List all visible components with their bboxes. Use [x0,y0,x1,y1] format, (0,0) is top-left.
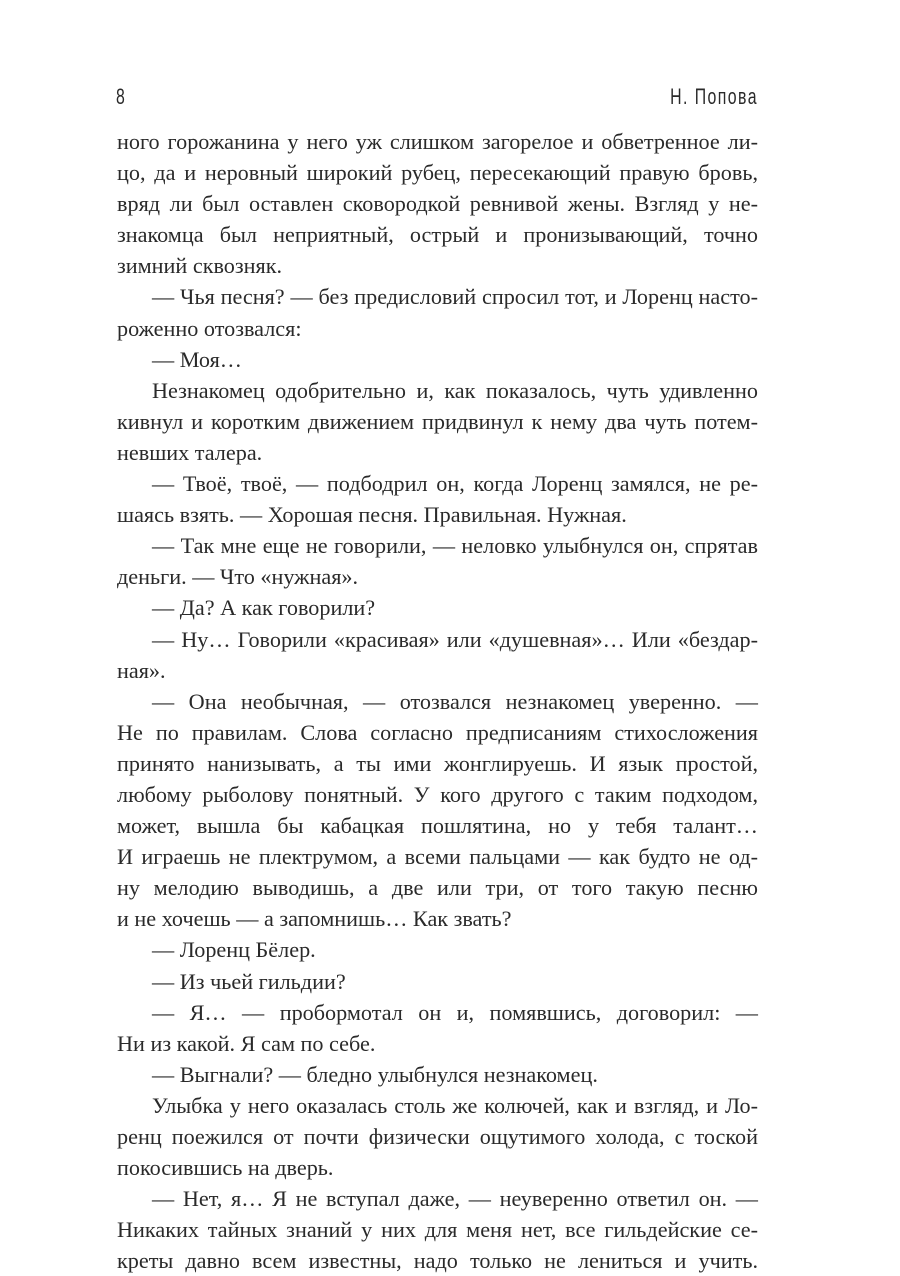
text-line: невших талера. [117,439,263,465]
text-line: может, вышла бы кабацкая пошлятина, но у тебя талант… [117,813,758,839]
text-line: ного горожанина у него уж слишком загорелое и обветренное ли- [117,129,758,154]
text-line: покосившись на дверь. [117,1155,334,1181]
paragraph-first-line: — Она необычная, — отозвался незнакомец уверенно. — [152,688,758,714]
text-line: креты давно всем известны, надо только не лениться и учить. [117,1248,758,1274]
text-line: зимний сквозняк. [117,253,283,279]
text-line: принято нанизывать, а ты ими жонглируешь. И язык простой, [117,750,758,776]
paragraph-first-line: — Выгнали? — бледно улыбнулся незнакомец. [152,1061,598,1087]
text-line: ренц поежился от почти физически ощутимого холода, с тоской [117,1124,758,1149]
text-line: роженно отозвался: [117,315,302,341]
running-head [116,84,758,114]
text-line: деньги. — Что «нужная». [117,564,359,590]
paragraph-first-line: — Моя… [152,346,242,372]
text-line: Ни из какой. Я сам по себе. [117,1030,376,1056]
text-line: ну мелодию выводишь, а две или три, от того такую песню [117,875,758,901]
text-line: Не по правилам. Слова согласно предписаниям стихосложения [117,719,758,745]
text-line: кивнул и коротким движением придвинул к нему два чуть потем- [117,408,758,434]
text-line: знакомца был неприятный, острый и пронизывающий, точно [117,222,758,248]
text-line: вряд ли был оставлен сковородкой ревнивой жены. Взгляд у не- [117,191,758,217]
paragraph-first-line: — Ну… Говорили «красивая» или «душевная»… Или «бездар- [152,626,758,652]
text-line: и не хочешь — а запомнишь… Как звать? [117,906,512,932]
running-head-author: Н. Попова [670,84,758,109]
paragraph-first-line: — Нет, я… Я не вступал даже, — неуверенно ответил он. — [152,1186,758,1212]
paragraph-first-line: Улыбка у него оказалась столь же колючей, как и взгляд, и Ло- [152,1092,758,1118]
paragraph-first-line: — Так мне еще не говорили, — неловко улыбнулся он, спрятав [152,533,758,559]
paragraph-first-line: Незнакомец одобрительно и, как показалось, чуть удивленно [152,377,758,403]
text-line: ная». [117,657,166,683]
page-number: 8 [116,84,125,109]
paragraph-first-line: — Лоренц Бёлер. [152,937,316,963]
text-line: цо, да и неровный широкий рубец, пересекающий правую бровь, [117,160,758,186]
paragraph-first-line: — Из чьей гильдии? [152,968,346,994]
body-text [117,126,758,1276]
text-line: Никаких тайных знаний у них для меня нет, все гильдейские се- [117,1217,758,1243]
text-line: шаясь взять. — Хорошая песня. Правильная. Нужная. [117,502,627,528]
paragraph-first-line: — Чья песня? — без предисловий спросил тот, и Лоренц насто- [152,284,758,310]
text-line: любому рыболову понятный. У кого другого с таким подходом, [117,781,758,807]
paragraph-first-line: — Я… — пробормотал он и, помявшись, договорил: — [152,999,758,1025]
text-line: И играешь не плектрумом, а всеми пальцами — как будто не од- [117,844,758,870]
paragraph-first-line: — Да? А как говорили? [152,595,376,621]
paragraph-first-line: — Твоё, твоё, — подбодрил он, когда Лоренц замялся, не ре- [152,471,758,497]
